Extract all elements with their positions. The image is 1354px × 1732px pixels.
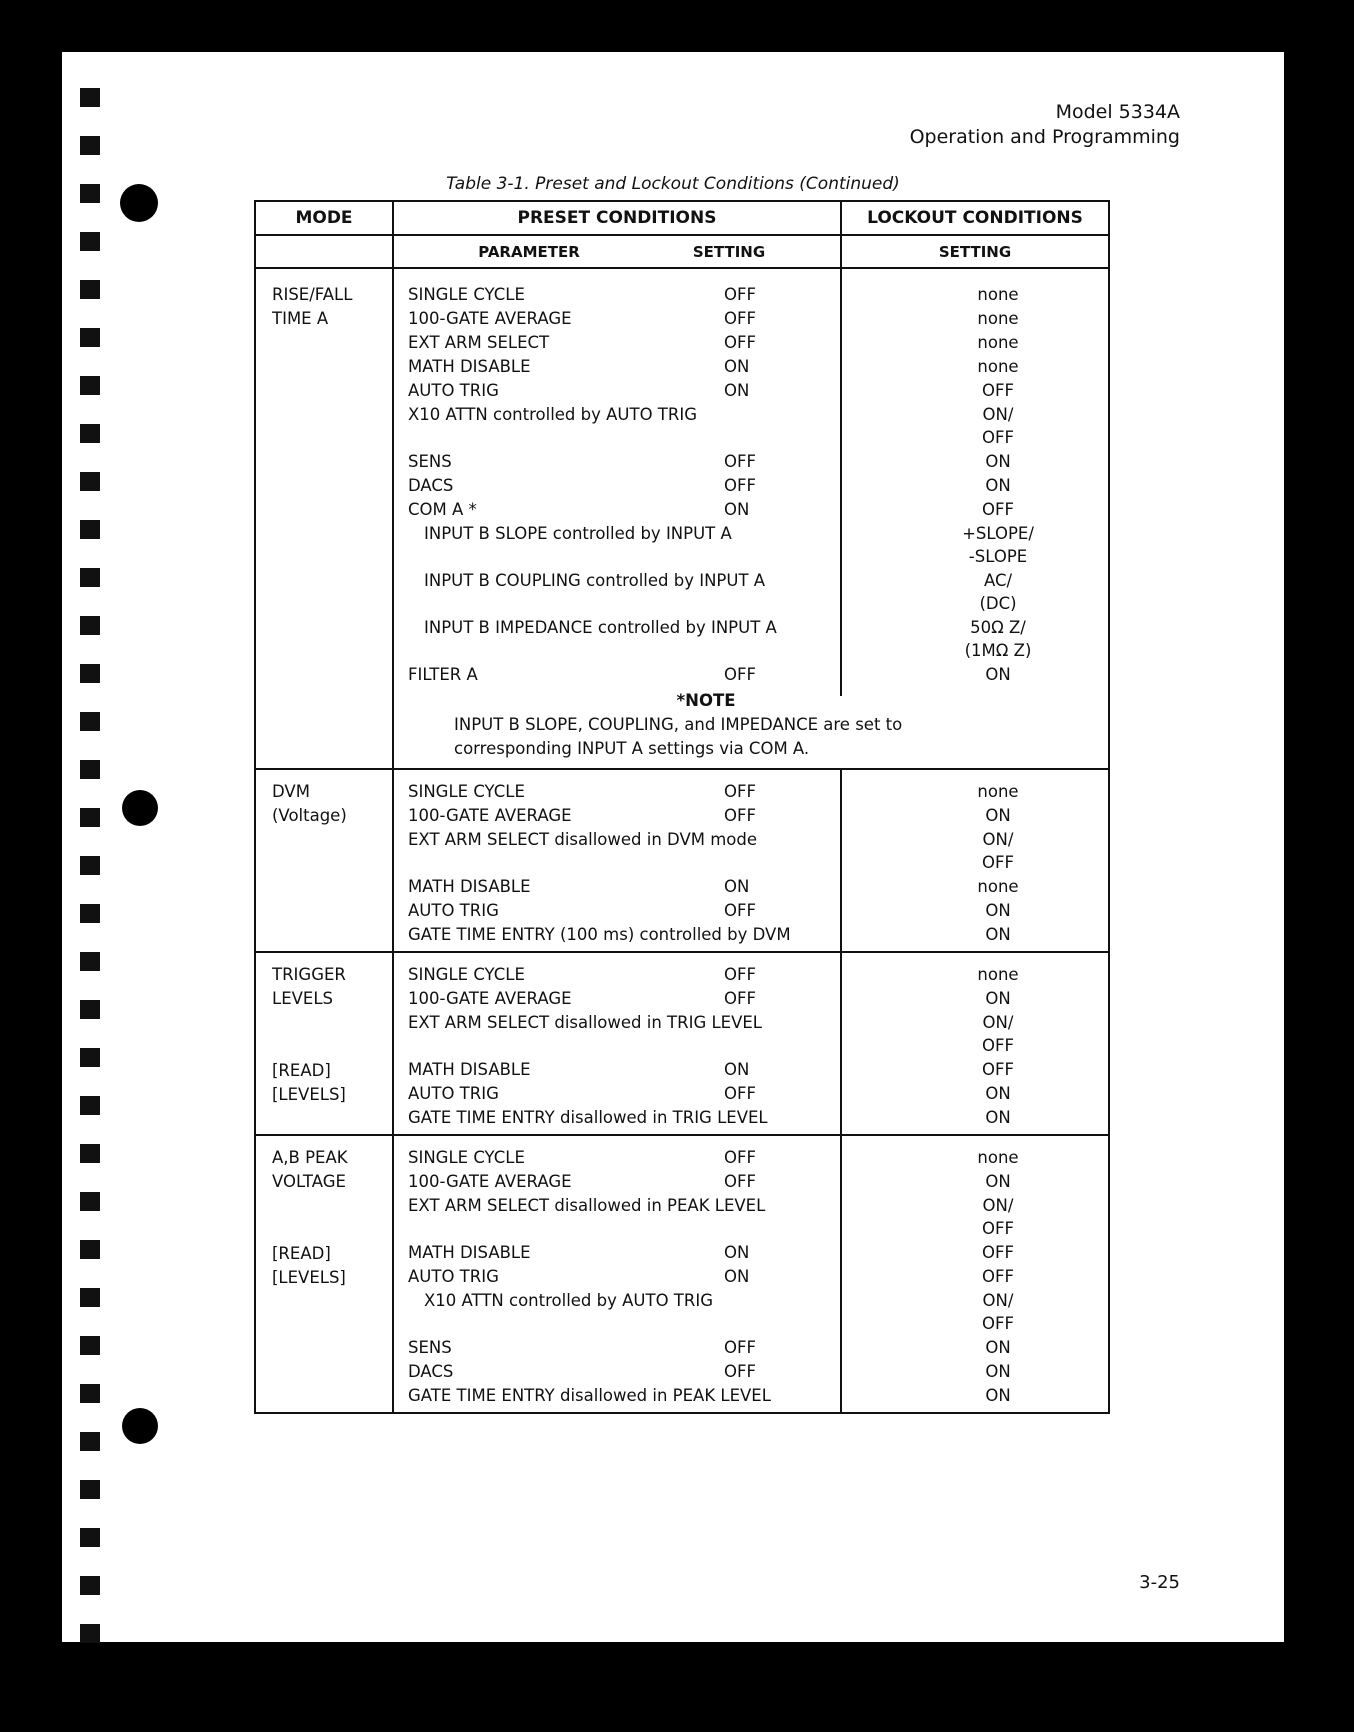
table-row [408,780,1108,804]
lockout-value: ON/ [982,405,1014,424]
binding-mark [80,280,100,299]
section-label: Operation and Programming [909,126,1180,148]
lockout-cell [930,498,1066,522]
lockout-value: ON [985,806,1011,825]
lockout-setting-header: SETTING [938,242,1012,261]
lockout-cell [930,875,1066,899]
binding-mark [80,808,100,827]
binding-mark [80,1336,100,1355]
mode-line: VOLTAGE [272,1172,346,1191]
lockout-cell [930,331,1066,355]
table-body [256,269,1108,1412]
page-number: 3-25 [1139,1572,1180,1593]
lockout-value: OFF [982,381,1014,400]
table-row [408,875,1108,899]
setting-cell: ON [724,1267,750,1286]
binding-mark [80,424,100,443]
lockout-cell [930,1265,1066,1289]
setting-cell: OFF [724,965,756,984]
mode-cell [272,283,352,331]
setting-cell: OFF [724,452,756,471]
binding-mark [80,520,100,539]
parameter-cell: AUTO TRIG [408,1084,499,1103]
parameter-cell: GATE TIME ENTRY disallowed in TRIG LEVEL [408,1108,768,1127]
parameter-cell: EXT ARM SELECT disallowed in PEAK LEVEL [408,1196,766,1215]
binding-mark [80,664,100,683]
table-row [408,1241,1108,1265]
mode-cell [272,1146,348,1290]
parameter-cell: AUTO TRIG [408,381,499,400]
lockout-value: ON/ [982,1196,1014,1215]
binding-mark [80,1576,100,1595]
lockout-value: ON [985,1386,1011,1405]
parameter-cell: SINGLE CYCLE [408,965,525,984]
parameter-cell: MATH DISABLE [408,1243,531,1262]
binding-mark [80,328,100,347]
lockout-cell [930,307,1066,331]
mode-header: MODE [295,208,353,228]
binding-mark [80,1528,100,1547]
parameter-cell: SINGLE CYCLE [408,285,525,304]
binding-mark [80,712,100,731]
parameter-cell: FILTER A [408,665,478,684]
setting-cell: OFF [724,1338,756,1357]
mode-cell [272,963,346,1107]
binding-mark [80,232,100,251]
preset-lockout-table [254,200,1110,1414]
lockout-cell [930,1241,1066,1265]
model-label: Model 5334A [1055,101,1180,123]
parameter-cell: MATH DISABLE [408,877,531,896]
setting-cell: OFF [724,1172,756,1191]
punch-hole [122,1408,158,1444]
setting-cell: ON [724,877,750,896]
table-row [408,379,1108,403]
parameter-cell: INPUT B IMPEDANCE controlled by INPUT A [424,618,777,637]
setting-header: SETTING [692,242,766,261]
setting-cell: OFF [724,285,756,304]
setting-cell: OFF [724,782,756,801]
binding-mark [80,904,100,923]
parameter-cell: SINGLE CYCLE [408,1148,525,1167]
lockout-cell [930,963,1066,987]
lockout-value: OFF [982,1060,1014,1079]
lockout-cell [930,355,1066,379]
table-row [408,1146,1108,1170]
mode-line: A,B PEAK [272,1148,348,1167]
binding-mark [80,952,100,971]
lockout-value: none [977,877,1019,896]
lockout-value: none [977,309,1019,328]
punch-hole [120,184,158,222]
binding-mark [80,1096,100,1115]
setting-cell: ON [724,357,750,376]
parameter-cell: MATH DISABLE [408,1060,531,1079]
lockout-cell [930,1170,1066,1194]
table-row [408,355,1108,379]
lockout-value: +SLOPE/ [962,524,1034,543]
binding-mark [80,1192,100,1211]
mode-line [272,1011,346,1035]
mode-line: TRIGGER [272,965,346,984]
table-header-row [256,202,1108,236]
mode-line: TIME A [272,309,329,328]
lockout-value: OFF [982,1219,1014,1238]
mode-line: [READ] [272,1244,331,1263]
table-row [408,403,1108,450]
lockout-cell [930,1194,1066,1240]
table-row [408,828,1108,875]
mode-section [256,1134,1108,1412]
lockout-cell [930,1058,1066,1082]
lockout-cell [930,1336,1066,1360]
setting-cell: OFF [724,333,756,352]
binding-mark [80,1048,100,1067]
note-block [406,687,1108,764]
lockout-cell [930,780,1066,804]
lockout-cell [930,804,1066,828]
lockout-cell [930,522,1066,568]
lockout-cell [930,1011,1066,1057]
parameter-cell: AUTO TRIG [408,901,499,920]
binding-mark [80,760,100,779]
mode-section [256,768,1108,951]
table-row [408,331,1108,355]
lockout-cell [930,474,1066,498]
lockout-cell [930,1082,1066,1106]
setting-cell: OFF [724,806,756,825]
preset-header: PRESET CONDITIONS [517,208,717,228]
lockout-value: ON [985,1362,1011,1381]
page-header [910,100,1180,150]
setting-cell: OFF [724,309,756,328]
binding-mark [80,1000,100,1019]
lockout-value: OFF [982,500,1014,519]
parameter-cell: DACS [408,476,454,495]
parameter-cell: AUTO TRIG [408,1267,499,1286]
binding-mark [80,1480,100,1499]
lockout-value: ON [985,901,1011,920]
lockout-value: -SLOPE [968,547,1028,566]
parameter-cell: EXT ARM SELECT [408,333,550,352]
lockout-cell [930,1360,1066,1384]
parameter-cell: 100-GATE AVERAGE [408,309,572,328]
lockout-value: OFF [982,1267,1014,1286]
setting-cell: OFF [724,1148,756,1167]
table-row [408,1082,1108,1106]
binding-mark [80,1240,100,1259]
lockout-cell [930,828,1066,874]
parameter-cell: DACS [408,1362,454,1381]
table-caption: Table 3-1. Preset and Lockout Conditions (Continued) [446,174,900,194]
note-title: *NOTE [676,691,736,710]
lockout-value: none [977,333,1019,352]
setting-cell: OFF [724,1084,756,1103]
lockout-cell [930,923,1066,947]
parameter-cell: INPUT B COUPLING controlled by INPUT A [424,571,766,590]
lockout-cell [930,1289,1066,1335]
binding-mark [80,856,100,875]
lockout-header: LOCKOUT CONDITIONS [867,208,1083,228]
table-row [408,1170,1108,1194]
lockout-value: OFF [982,1243,1014,1262]
mode-line [272,1035,346,1059]
lockout-value: ON [985,1084,1011,1103]
setting-cell: OFF [724,476,756,495]
parameter-cell: MATH DISABLE [408,357,531,376]
table-row [408,987,1108,1011]
parameter-cell: GATE TIME ENTRY disallowed in PEAK LEVEL [408,1386,771,1405]
mode-line: LEVELS [272,989,333,1008]
table-row [408,283,1108,307]
binding-mark [80,1384,100,1403]
lockout-cell [930,403,1066,449]
binding-mark [80,1144,100,1163]
parameter-cell: X10 ATTN controlled by AUTO TRIG [424,1291,714,1310]
parameter-cell: COM A * [408,500,477,519]
parameter-cell: SINGLE CYCLE [408,782,525,801]
lockout-value: (DC) [979,594,1017,613]
table-row [408,1265,1108,1289]
lockout-value: ON [985,665,1011,684]
mode-line: [LEVELS] [272,1268,346,1287]
table-subheader-row [256,236,1108,269]
lockout-cell [930,379,1066,403]
mode-line: [LEVELS] [272,1085,346,1104]
lockout-value: none [977,285,1019,304]
mode-line: [READ] [272,1061,331,1080]
table-row [408,498,1108,522]
lockout-value: ON [985,925,1011,944]
binding-mark [80,1432,100,1451]
setting-cell: ON [724,500,750,519]
setting-cell: ON [724,1060,750,1079]
binding-mark [80,1288,100,1307]
lockout-cell [930,663,1066,687]
binding-mark [80,568,100,587]
lockout-value: ON/ [982,1013,1014,1032]
table-row [408,923,1108,947]
table-row [408,1384,1108,1408]
table-row [408,522,1108,569]
lockout-value: 50Ω Z/ [970,618,1026,637]
lockout-value: OFF [982,1036,1014,1055]
mode-cell [272,780,347,828]
table-row [408,1289,1108,1336]
lockout-value: ON [985,1108,1011,1127]
lockout-value: ON [985,476,1011,495]
lockout-value: OFF [982,853,1014,872]
lockout-value: ON/ [982,830,1014,849]
table-row [408,616,1108,663]
binding-mark [80,376,100,395]
lockout-value: ON [985,452,1011,471]
parameter-cell: SENS [408,1338,452,1357]
binding-strip [70,52,110,1642]
lockout-value: AC/ [983,571,1013,590]
parameter-cell: EXT ARM SELECT disallowed in DVM mode [408,830,758,849]
note-text: INPUT B SLOPE, COUPLING, and IMPEDANCE are set to corresponding INPUT A settings via COM A. [454,715,903,758]
setting-cell: ON [724,1243,750,1262]
parameter-cell: X10 ATTN controlled by AUTO TRIG [408,405,698,424]
table-row [408,569,1108,616]
table-row [408,1194,1108,1241]
parameter-cell: GATE TIME ENTRY (100 ms) controlled by DVM [408,925,791,944]
parameter-cell: 100-GATE AVERAGE [408,989,572,1008]
lockout-value: none [977,965,1019,984]
mode-section [256,951,1108,1134]
table-row [408,1058,1108,1082]
mode-line: RISE/FALL [272,285,353,304]
lockout-cell [930,616,1066,662]
mode-section [256,269,1108,768]
binding-mark [80,472,100,491]
mode-line [272,1218,348,1242]
setting-cell: OFF [724,989,756,1008]
parameter-cell: INPUT B SLOPE controlled by INPUT A [424,524,732,543]
lockout-value: OFF [982,428,1014,447]
lockout-cell [930,899,1066,923]
table-row [408,307,1108,331]
parameter-cell: 100-GATE AVERAGE [408,806,572,825]
document-page [62,52,1284,1642]
setting-cell: OFF [724,901,756,920]
mode-line [272,1194,348,1218]
lockout-value: none [977,357,1019,376]
lockout-value: ON [985,989,1011,1008]
parameter-cell: SENS [408,452,452,471]
binding-mark [80,88,100,107]
lockout-cell [930,1384,1066,1408]
lockout-cell [930,283,1066,307]
table-row [408,963,1108,987]
binding-mark [80,1624,100,1643]
lockout-value: none [977,782,1019,801]
parameter-cell: EXT ARM SELECT disallowed in TRIG LEVEL [408,1013,763,1032]
parameter-header: PARAMETER [478,242,580,261]
lockout-value: ON [985,1172,1011,1191]
binding-mark [80,616,100,635]
lockout-value: (1MΩ Z) [964,641,1032,660]
lockout-cell [930,987,1066,1011]
lockout-value: OFF [982,1314,1014,1333]
table-row [408,899,1108,923]
table-row [408,1360,1108,1384]
punch-hole [122,790,158,826]
lockout-cell [930,1146,1066,1170]
table-row [408,1336,1108,1360]
setting-cell: ON [724,381,750,400]
lockout-value: none [977,1148,1019,1167]
table-row [408,450,1108,474]
table-row [408,474,1108,498]
mode-line: DVM [272,782,310,801]
lockout-value: ON/ [982,1291,1014,1310]
mode-line: (Voltage) [272,806,347,825]
table-row [408,1106,1108,1130]
table-row [408,663,1108,687]
lockout-cell [930,569,1066,615]
binding-mark [80,136,100,155]
table-row [408,804,1108,828]
parameter-cell: 100-GATE AVERAGE [408,1172,572,1191]
lockout-value: ON [985,1338,1011,1357]
setting-cell: OFF [724,665,756,684]
lockout-cell [930,1106,1066,1130]
setting-cell: OFF [724,1362,756,1381]
table-row [408,1011,1108,1058]
lockout-cell [930,450,1066,474]
